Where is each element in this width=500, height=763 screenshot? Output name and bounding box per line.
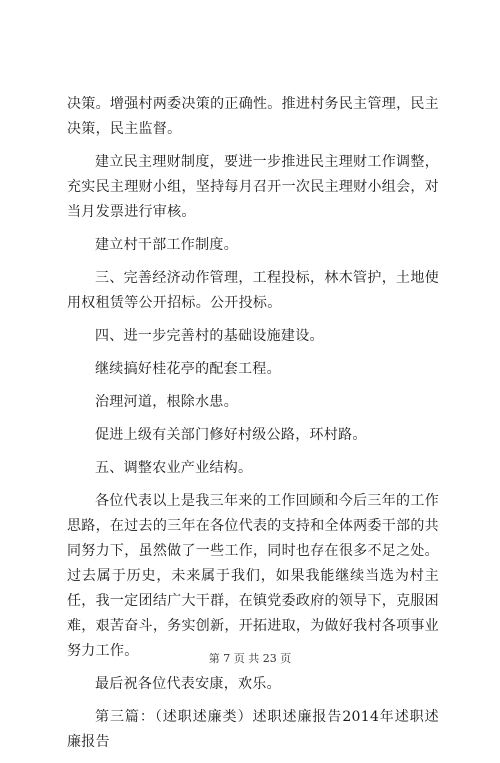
paragraph-2: 建立民主理财制度，要进一步推进民主理财工作调整，充实民主理财小组，坚持每月召开一次民主理财小组会，对当月发票进行审核。: [67, 154, 439, 220]
paragraph-6: 继续搞好桂花亭的配套工程。: [95, 361, 281, 377]
paragraph-3: 建立村干部工作制度。: [95, 237, 238, 253]
paragraph-1: 决策。增强村两委决策的正确性。推进村务民主管理，民主决策，民主监督。: [67, 96, 439, 137]
paragraph-4: 三、完善经济动作管理，工程投标，林木管护，土地使用权租赁等公开招标。公开投标。: [67, 270, 439, 311]
page-number-footer: 第 7 页 共 23 页: [208, 652, 292, 665]
paragraph-10: 各位代表以上是我三年来的工作回顾和今后三年的工作思路，在过去的三年在各位代表的支持和全体两委干部的共同努力下，虽然做了一些工作，同时也存在很多不足之处。过去属于历史，未来属于我们，如果我能继续当选为村主任，我一定团结广大干群，在镇党委政府的领导下，克服困难，艰苦奋斗，务实创新，开拓进取，为做好我村各项事业努力工作。: [67, 493, 439, 659]
paragraph-7: 治理河道，根除水患。: [95, 394, 238, 410]
section-heading: 第三篇：（述职述廉类）述职述廉报告2014年述职述廉报告: [67, 709, 439, 750]
paragraph-5: 四、进一步完善村的基础设施建设。: [95, 328, 324, 344]
paragraph-9: 五、调整农业产业结构。: [95, 460, 253, 476]
paragraph-11: 最后祝各位代表安康，欢乐。: [95, 676, 281, 692]
paragraph-8: 促进上级有关部门修好村级公路，环村路。: [95, 427, 367, 443]
